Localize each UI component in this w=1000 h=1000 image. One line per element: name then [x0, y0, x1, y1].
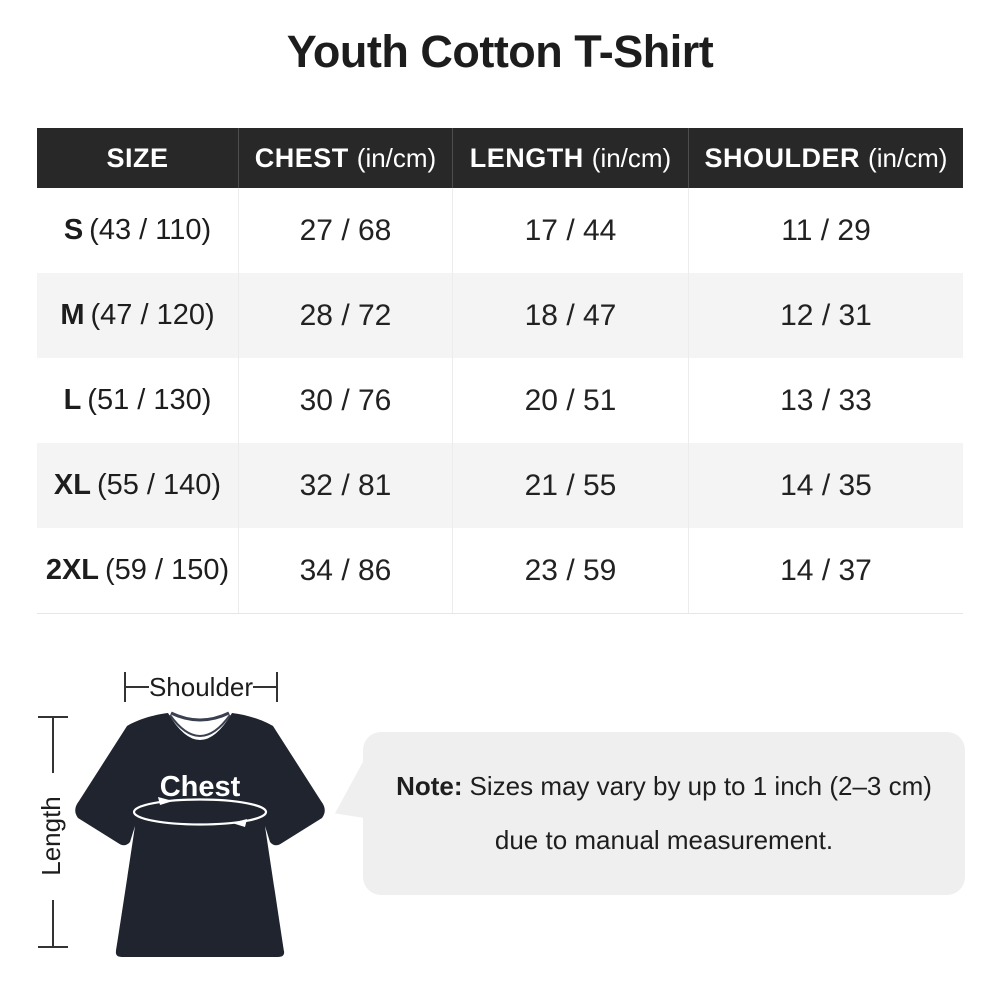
collar-back-seam: [171, 713, 229, 720]
tshirt-measurement-diagram: [20, 655, 360, 975]
header-cell-size: [37, 128, 238, 188]
table-row: [37, 358, 963, 443]
shoulder-value: 14 / 35: [780, 468, 872, 502]
header-cell-shoulder: [688, 128, 963, 188]
header-length-label: LENGTH: [469, 142, 584, 173]
cell-chest: [238, 358, 452, 443]
table-row: [37, 528, 963, 613]
note-line-2: due to manual measurement.: [494, 825, 834, 855]
cell-shoulder: [688, 358, 963, 443]
table-header-row: [37, 128, 963, 188]
cell-chest: [238, 273, 452, 358]
chest-value: 34 / 86: [299, 553, 392, 587]
length-value: 20 / 51: [524, 383, 617, 417]
header-shoulder-unit: (in/cm): [868, 142, 948, 173]
size-note: (51 / 130): [87, 384, 212, 416]
chest-value: 27 / 68: [299, 213, 392, 247]
shoulder-label: Shoulder: [148, 672, 254, 702]
cell-length: [452, 443, 688, 528]
cell-chest: [238, 528, 452, 613]
cell-shoulder: [688, 443, 963, 528]
shoulder-value: 12 / 31: [780, 298, 872, 332]
shoulder-value: 11 / 29: [781, 213, 871, 247]
note-line-1: [396, 771, 932, 802]
cell-size: [37, 358, 238, 443]
cell-length: [452, 528, 688, 613]
note-label: Note:: [396, 771, 463, 801]
cell-size: [37, 443, 238, 528]
cell-shoulder: [688, 188, 963, 273]
cell-chest: [238, 188, 452, 273]
size-note: (59 / 150): [105, 554, 230, 586]
note-bubble: [363, 732, 965, 895]
header-chest-unit: (in/cm): [356, 142, 437, 173]
size-note: (43 / 110): [89, 214, 212, 246]
size-note: (55 / 140): [96, 469, 222, 501]
cell-shoulder: [688, 273, 963, 358]
chest-value: 28 / 72: [299, 298, 392, 332]
cell-size: [37, 528, 238, 613]
length-label: Length: [36, 796, 66, 876]
note-text-1: Sizes may vary by up to 1 inch (2–3 cm): [469, 771, 932, 801]
table-row: [37, 443, 963, 528]
cell-size: [37, 188, 238, 273]
header-cell-length: [452, 128, 688, 188]
cell-length: [452, 188, 688, 273]
length-value: 21 / 55: [524, 468, 617, 502]
cell-chest: [238, 443, 452, 528]
size-code: M: [60, 299, 85, 331]
length-value: 23 / 59: [524, 553, 617, 587]
header-shoulder-label: SHOULDER: [704, 142, 861, 173]
chest-value: 30 / 76: [299, 383, 392, 417]
cell-length: [452, 273, 688, 358]
cell-length: [452, 358, 688, 443]
header-chest-label: CHEST: [254, 142, 349, 173]
size-code: XL: [53, 469, 91, 501]
cell-shoulder: [688, 528, 963, 613]
tshirt-shape: [75, 713, 325, 957]
table-row: [37, 273, 963, 358]
header-length-unit: (in/cm): [591, 142, 672, 173]
size-table: [37, 128, 963, 614]
chest-label: Chest: [159, 771, 241, 803]
header-cell-chest: [238, 128, 452, 188]
size-code: S: [63, 214, 84, 246]
header-size-label: SIZE: [106, 142, 169, 173]
size-note: (47 / 120): [90, 299, 215, 331]
length-value: 17 / 44: [524, 213, 617, 247]
size-code: 2XL: [45, 554, 100, 586]
cell-size: [37, 273, 238, 358]
table-row: [37, 188, 963, 273]
shoulder-value: 13 / 33: [780, 383, 872, 417]
size-code: L: [63, 384, 82, 416]
chest-value: 32 / 81: [299, 468, 392, 502]
shoulder-value: 14 / 37: [780, 553, 872, 587]
page-title: Youth Cotton T-Shirt: [286, 26, 714, 77]
length-value: 18 / 47: [524, 298, 617, 332]
